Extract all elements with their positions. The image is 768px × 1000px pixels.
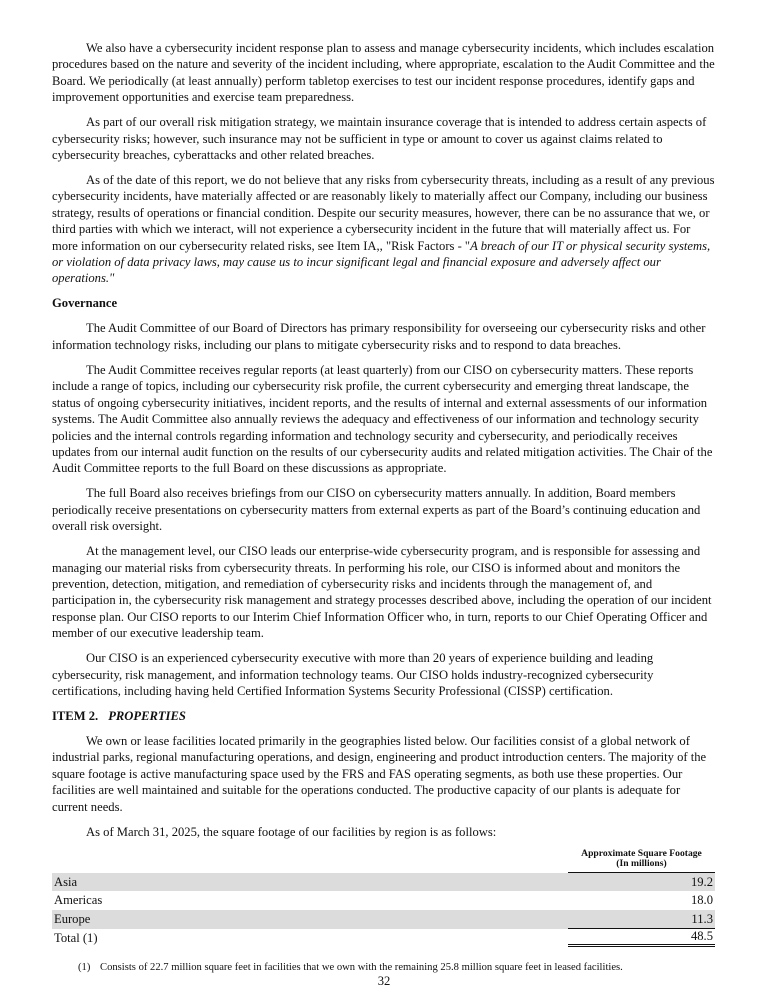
document-page	[52, 40, 715, 974]
paragraph-ciso-role: At the management level, our CISO leads our enterprise-wide cybersecurity program, and is responsible for assessing and managing our material risks from cybersecurity threats. In performing his role, our CISO is informed about and monitors the prevention, detection, mitigation, and remediation of cybersecurity risks and incidents through the management of, and participation in, the cybersecurity risk management and strategy processes described above, including the operation of our incident response plan. Our CISO reports to our Interim Chief Information Officer who, in turn, reports to our Chief Operating Officer and member of our executive leadership team.	[52, 544, 712, 641]
paragraph-risk-assessment	[52, 172, 715, 287]
column-header-line1: Approximate Square Footage	[581, 847, 702, 859]
table-row	[52, 891, 715, 910]
region-cell: Americas	[54, 893, 103, 908]
region-cell: Europe	[54, 911, 91, 926]
column-header	[568, 849, 715, 873]
value-cell: 11.3	[691, 911, 713, 926]
table-total-row	[52, 929, 715, 948]
column-header-line2: (In millions)	[616, 858, 667, 870]
footnote-marker: (1)	[78, 962, 91, 974]
risk-factor-quote: A breach of our IT or physical security systems, or violation of data privacy laws, may cause us to incur significant legal and financial exposure and adversely affect our operations."	[52, 238, 711, 286]
paragraph-board-briefings: The full Board also receives briefings from our CISO on cybersecurity matters annually. In addition, Board members periodically receive presentations on cybersecurity matters from external experts as part of the Board’s continuing education and overall risk oversight.	[52, 486, 701, 534]
paragraph-audit-committee: The Audit Committee of our Board of Directors has primary responsibility for overseeing our cybersecurity risks and other information technology risks, including our plans to mitigate cybersecurity risks and to respond to data breaches.	[52, 321, 706, 352]
governance-heading: Governance	[52, 296, 118, 311]
paragraph-audit-reports: The Audit Committee receives regular reports (at least quarterly) from our CISO on cybersecurity matters. These reports include a range of topics, including our cybersecurity risk profile, the current cybersecurity and emerging threat landscape, the status of ongoing cybersecurity initiatives, incident reports, and the results of internal and external assessments of our information systems. The Audit Committee also annually reviews the adequacy and effectiveness of our information and technology security policies and the internal controls regarding information and technology security and cybersecurity, and periodically receives updates from our internal audit function on the results of our cybersecurity audits and related mitigation activities. The Chair of the Audit Committee reports to the full Board on these discussions as appropriate.	[52, 362, 713, 476]
value-cell: 19.2	[690, 874, 713, 889]
paragraph-facilities: We own or lease facilities located primarily in the geographies listed below. Our facilities consist of a global network of industrial parks, regional manufacturing operations, and design, engineering and product introduction centers. The majority of the square footage is active manufacturing space used by the FRS and FAS operating segments, as both use these properties. Our facilities are well maintained and suitable for the operations conducted. The productive capacity of our plants is adequate for current needs.	[52, 733, 707, 814]
item2-title: PROPERTIES	[108, 708, 186, 723]
table-row	[52, 873, 715, 892]
value-cell: 18.0	[690, 893, 713, 908]
page-number: 32	[377, 974, 391, 988]
total-value-cell: 48.5	[568, 928, 715, 947]
item2-heading	[52, 708, 715, 724]
paragraph-incident-response: We also have a cybersecurity incident response plan to assess and manage cybersecurity incidents, which includes escalation procedures based on the nature and severity of the incident including, where appropriate, escalation to the Audit Committee and the Board. We periodically (at least annually) perform tabletop exercises to test our incident response procedures, identify gaps and improvement opportunities and exercise team preparedness.	[52, 41, 715, 105]
item2-number: ITEM 2.	[52, 708, 99, 723]
total-label-cell: Total (1)	[54, 930, 98, 945]
paragraph-risk-assessment-text: As of the date of this report, we do not believe that any risks from cybersecurity threats, including as a result of any previous cybersecurity incidents, have materially affected or are reasonably likely to materially affect our Company, including our business strategy, results of operations or financial condition. Despite our security measures, however, there can be no assurance that we, or third parties with which we interact, will not experience a cybersecurity incident in the future that will materially affect us. For more information on our cybersecurity related risks, see Item IA,, "Risk Factors - "	[52, 173, 715, 253]
paragraph-ciso-experience: Our CISO is an experienced cybersecurity executive with more than 20 years of experience building and leading cybersecurity, risk management, and information technology teams. Our CISO holds industry-recognized cybersecurity certifications, including having held Certified Information Systems Security Professional (CISSP) certification.	[52, 651, 654, 698]
table-header-row	[52, 849, 715, 873]
table-row	[52, 910, 715, 929]
footnote-text: Consists of 22.7 million square feet in facilities that we own with the remaining 25.8 million square feet in leased facilities.	[100, 962, 623, 974]
paragraph-square-footage-intro: As of March 31, 2025, the square footage of our facilities by region is as follows:	[86, 824, 497, 839]
paragraph-insurance: As part of our overall risk mitigation strategy, we maintain insurance coverage that is intended to address certain aspects of cybersecurity risks; however, such insurance may not be sufficient in type or amount to cover us against claims related to cybersecurity breaches, cyberattacks and other related breaches.	[52, 115, 707, 163]
square-footage-table	[52, 849, 715, 948]
region-cell: Asia	[54, 874, 78, 889]
